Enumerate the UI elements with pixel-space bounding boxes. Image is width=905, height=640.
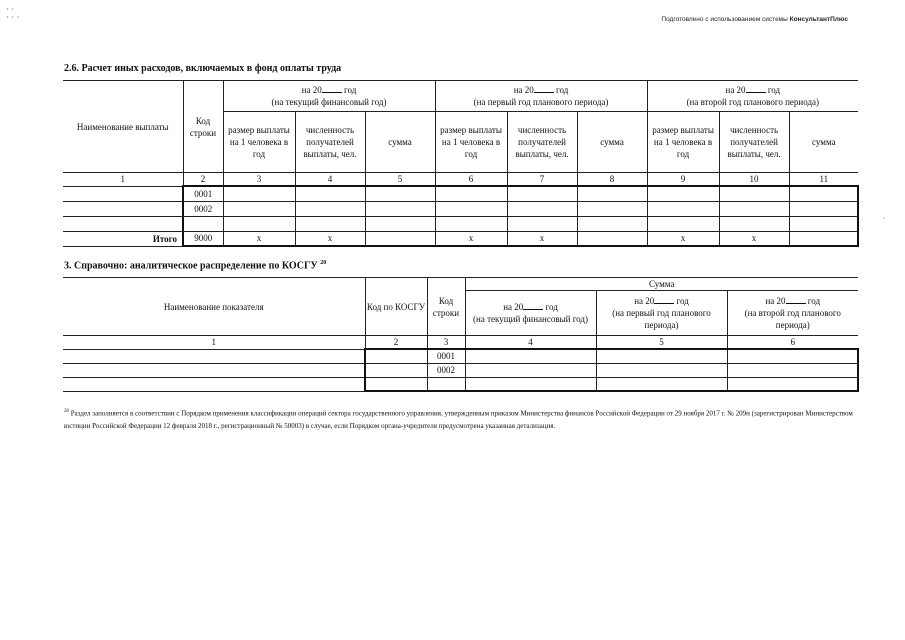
- col-header-code: Код строки: [427, 278, 465, 336]
- data-cell[interactable]: [507, 201, 577, 216]
- table-row: [63, 201, 858, 216]
- data-cell[interactable]: [789, 186, 858, 201]
- data-cell[interactable]: [596, 349, 727, 363]
- total-code: 9000: [183, 231, 223, 246]
- data-cell[interactable]: [727, 363, 858, 377]
- col-header-code: Код строки: [183, 81, 223, 173]
- column-number: 4: [295, 173, 365, 187]
- total-sum-cell[interactable]: [577, 231, 647, 246]
- period-label-current: (на текущий финансовый год): [271, 97, 387, 107]
- data-cell[interactable]: [647, 186, 719, 201]
- total-label: Итого: [63, 231, 183, 246]
- column-number: 10: [719, 173, 789, 187]
- column-number: 2: [183, 173, 223, 187]
- period-label-current: (на текущий финансовый год): [473, 314, 588, 324]
- sub-header-sum: сумма: [577, 112, 647, 173]
- period-header-second: на 20 год (на второй год планового периода): [727, 291, 858, 336]
- data-cell[interactable]: [365, 216, 435, 231]
- data-cell[interactable]: [727, 377, 858, 391]
- row-code-cell: 0001: [427, 349, 465, 363]
- total-sum-cell[interactable]: [789, 231, 858, 246]
- section-2-6-title: 2.6. Расчет иных расходов, включаемых в фонд оплаты труда: [64, 63, 342, 74]
- data-cell[interactable]: [507, 186, 577, 201]
- data-cell[interactable]: [365, 186, 435, 201]
- total-sum-cell[interactable]: [365, 231, 435, 246]
- row-name-cell[interactable]: [63, 363, 365, 377]
- data-cell[interactable]: [295, 201, 365, 216]
- section-2-6-table: [63, 80, 859, 247]
- column-number: 3: [223, 173, 295, 187]
- column-number: 1: [63, 336, 365, 350]
- period-header-current: на 20 год (на текущий финансовый год): [223, 81, 435, 112]
- data-cell[interactable]: [465, 349, 596, 363]
- period-header-current: на 20 год (на текущий финансовый год): [465, 291, 596, 336]
- total-row: [63, 231, 858, 246]
- footnote-number: 20: [64, 409, 69, 414]
- period-header-second: на 20 год (на второй год планового периода): [647, 81, 858, 112]
- column-number: 3: [427, 336, 465, 350]
- sub-header-size: размер выплаты на 1 человека в год: [223, 112, 295, 173]
- data-cell[interactable]: [465, 363, 596, 377]
- data-cell[interactable]: [295, 186, 365, 201]
- data-cell[interactable]: [365, 201, 435, 216]
- data-cell[interactable]: [223, 186, 295, 201]
- data-cell[interactable]: [719, 216, 789, 231]
- data-cell[interactable]: [435, 186, 507, 201]
- data-cell[interactable]: [647, 201, 719, 216]
- row-code-cell: [427, 377, 465, 391]
- total-x-mark: x: [507, 231, 577, 246]
- row-name-cell[interactable]: [63, 216, 183, 231]
- column-number: 2: [365, 336, 427, 350]
- row-code-cell: [183, 216, 223, 231]
- kosgu-cell[interactable]: [365, 363, 427, 377]
- sub-header-size: размер выплаты на 1 человека в год: [647, 112, 719, 173]
- total-x-mark: x: [295, 231, 365, 246]
- column-number: 7: [507, 173, 577, 187]
- column-number: 8: [577, 173, 647, 187]
- data-cell[interactable]: [647, 216, 719, 231]
- data-cell[interactable]: [577, 201, 647, 216]
- section-3-title: 3. Справочно: аналитическое распределение по КОСГУ $^{20}$: [64, 260, 327, 272]
- column-number: 5: [596, 336, 727, 350]
- row-code-cell: 0001: [183, 186, 223, 201]
- sub-header-size: размер выплаты на 1 человека в год: [435, 112, 507, 173]
- total-x-mark: x: [647, 231, 719, 246]
- table-row: [63, 363, 858, 377]
- period-label-first: (на первый год планового периода): [612, 308, 711, 330]
- sub-header-sum: сумма: [789, 112, 858, 173]
- sub-header-sum: сумма: [365, 112, 435, 173]
- column-number: 6: [727, 336, 858, 350]
- data-cell[interactable]: [435, 201, 507, 216]
- data-cell[interactable]: [465, 377, 596, 391]
- data-cell[interactable]: [223, 216, 295, 231]
- data-cell[interactable]: [223, 201, 295, 216]
- sub-header-count: численность получателей выплаты, чел.: [295, 112, 365, 173]
- row-name-cell[interactable]: [63, 349, 365, 363]
- kosgu-cell[interactable]: [365, 377, 427, 391]
- scan-mark: ·: [882, 214, 885, 223]
- header-brand: КонсультантПлюс: [789, 16, 848, 23]
- kosgu-cell[interactable]: [365, 349, 427, 363]
- col-header-indicator: Наименование показателя: [63, 278, 365, 336]
- table-row: [63, 377, 858, 391]
- row-name-cell[interactable]: [63, 377, 365, 391]
- column-number: 5: [365, 173, 435, 187]
- sum-header: Сумма: [465, 278, 858, 291]
- col-header-kosgu: Код по КОСГУ: [365, 278, 427, 336]
- sub-header-count: численность получателей выплаты, чел.: [719, 112, 789, 173]
- row-code-cell: 0002: [427, 363, 465, 377]
- data-cell[interactable]: [435, 216, 507, 231]
- data-cell[interactable]: [789, 216, 858, 231]
- period-label-first: (на первый год планового периода): [473, 97, 609, 107]
- data-cell[interactable]: [789, 201, 858, 216]
- data-cell[interactable]: [719, 186, 789, 201]
- period-header-first: на 20 год (на первый год планового периода): [435, 81, 647, 112]
- column-number: 11: [789, 173, 858, 187]
- column-number: 4: [465, 336, 596, 350]
- data-cell[interactable]: [596, 377, 727, 391]
- footnote-text: Раздел заполняется в соответствии с Порядком применения классификации операций сектора государственного управления, утвержденным приказом Министерства финансов Российской Федерации от 29 ноября 2017 г. № 209н (зарегистрирован Министерством юстиции Российской Федерации 12 февраля 2018 г., регистрационный № 50003) в случае, если Порядком органа-учредителя предусмотрена указанная детализация.: [64, 409, 853, 431]
- page-header: [661, 16, 848, 23]
- data-cell[interactable]: [719, 201, 789, 216]
- data-cell[interactable]: [577, 186, 647, 201]
- column-number: 6: [435, 173, 507, 187]
- data-cell[interactable]: [727, 349, 858, 363]
- row-code-cell: 0002: [183, 201, 223, 216]
- footnote: [64, 405, 857, 433]
- period-label-second: (на второй год планового периода): [686, 97, 820, 107]
- total-x-mark: x: [223, 231, 295, 246]
- col-header-name: Наименование выплаты: [63, 81, 183, 173]
- data-cell[interactable]: [507, 216, 577, 231]
- scan-specks: ˙ ˙ ˙ ˙ ˙: [6, 7, 20, 25]
- column-number: 9: [647, 173, 719, 187]
- section-3-table: [63, 277, 859, 392]
- footnote-ref: 20: [320, 260, 327, 266]
- data-cell[interactable]: [577, 216, 647, 231]
- data-cell[interactable]: [295, 216, 365, 231]
- table-row: [63, 186, 858, 201]
- sub-header-count: численность получателей выплаты, чел.: [507, 112, 577, 173]
- table-row: [63, 216, 858, 231]
- header-prefix: Подготовлено с использованием системы: [661, 16, 790, 23]
- table-row: [63, 349, 858, 363]
- column-number: 1: [63, 173, 183, 187]
- total-x-mark: x: [719, 231, 789, 246]
- total-x-mark: x: [435, 231, 507, 246]
- period-header-first: на 20 год (на первый год планового периода): [596, 291, 727, 336]
- data-cell[interactable]: [596, 363, 727, 377]
- period-label-second: (на второй год планового периода): [744, 308, 841, 330]
- row-name-cell[interactable]: [63, 201, 183, 216]
- row-name-cell[interactable]: [63, 186, 183, 201]
